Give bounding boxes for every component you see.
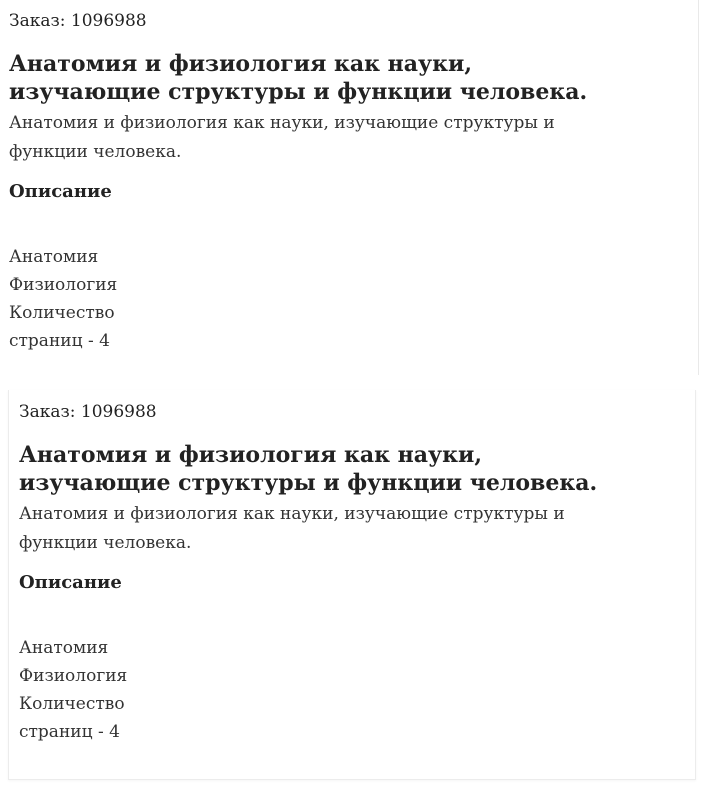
description-list	[9, 243, 698, 355]
order-lead-text: Анатомия и физиология как науки, изучающие структуры и функции человека.	[9, 113, 555, 162]
order-card-2	[8, 390, 696, 780]
description-heading: Описание	[19, 572, 122, 593]
description-heading: Описание	[9, 181, 112, 202]
order-number: Заказ: 1096988	[19, 402, 157, 422]
order-title: Анатомия и физиология как науки, изучающие структуры и функции человека.	[19, 442, 598, 496]
description-line: страниц - 4	[9, 331, 110, 351]
description-list	[19, 634, 695, 746]
description-line: страниц - 4	[19, 722, 120, 742]
order-number: Заказ: 1096988	[9, 11, 147, 31]
description-line: Физиология	[9, 275, 118, 295]
description-line: Анатомия	[19, 638, 109, 658]
order-title: Анатомия и физиология как науки, изучающие структуры и функции человека.	[9, 51, 588, 105]
description-line: Количество	[9, 303, 115, 323]
description-line: Физиология	[19, 666, 128, 686]
order-lead-text: Анатомия и физиология как науки, изучающие структуры и функции человека.	[19, 504, 565, 553]
order-card-1	[0, 0, 699, 375]
description-line: Анатомия	[9, 247, 99, 267]
description-line: Количество	[19, 694, 125, 714]
